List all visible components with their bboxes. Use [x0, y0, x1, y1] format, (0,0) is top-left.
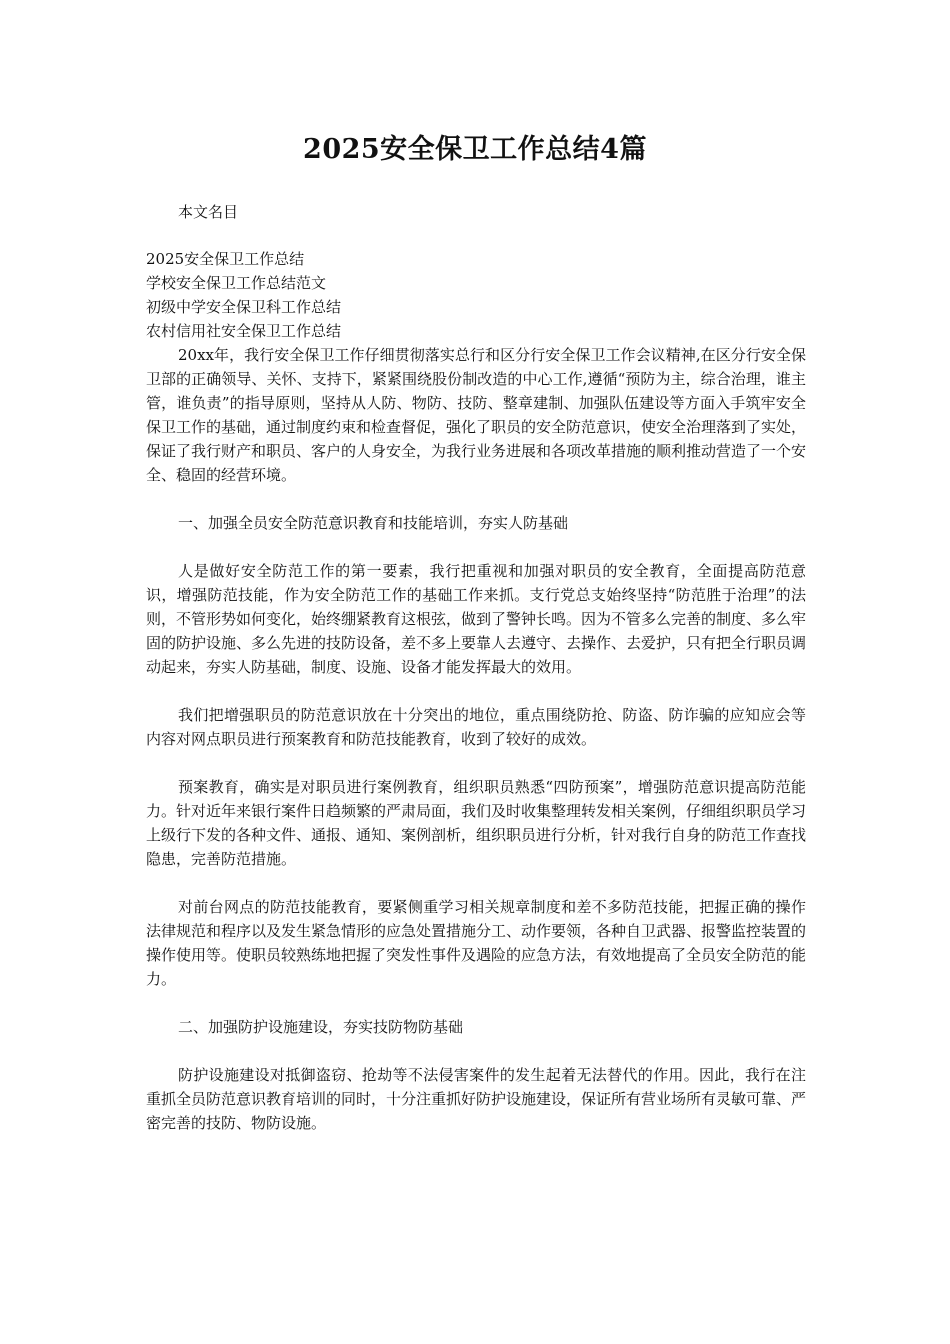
- spacer: [146, 487, 806, 511]
- spacer: [146, 679, 806, 703]
- toc-item: 学校安全保卫工作总结范文: [146, 274, 327, 292]
- toc-item: 2025安全保卫工作总结: [146, 250, 305, 268]
- body-paragraph: 预案教育，确实是对职员进行案例教育，组织职员熟悉“四防预案”，增强防范意识提高防范能力。针对近年来银行案件日趋频繁的严肃局面，我们及时收集整理转发相关案例，仔细组织职员学习上级行下发的各种文件、通报、通知、案例剖析，组织职员进行分析，针对我行自身的防范工作查找隐患，完善防范措施。: [146, 778, 807, 868]
- spacer: [146, 1039, 806, 1063]
- body-paragraph: 人是做好安全防范工作的第一要素，我行把重视和加强对职员的安全教育，全面提高防范意识，增强防范技能，作为安全防范工作的基础工作来抓。支行党总支始终坚持“防范胜于治理”的法则，不管形势如何变化，始终绷紧教育这根弦，做到了警钟长鸣。因为不管多么完善的制度、多么牢固的防护设施、多么先进的技防设备，差不多上要靠人去遵守、去操作、去爱护，只有把全行职员调动起来，夯实人防基础，制度、设施、设备才能发挥最大的效用。: [146, 562, 807, 676]
- toc-item: 初级中学安全保卫科工作总结: [146, 298, 342, 316]
- spacer: [146, 535, 806, 559]
- body-paragraph: 我们把增强职员的防范意识放在十分突出的地位，重点围绕防抢、防盗、防诈骗的应知应会等内容对网点职员进行预案教育和防范技能教育，收到了较好的成效。: [146, 706, 806, 748]
- spacer: [146, 871, 806, 895]
- spacer: [146, 224, 806, 247]
- toc-heading: 本文名目: [178, 203, 239, 221]
- spacer: [146, 991, 806, 1015]
- section-heading: 一、加强全员安全防范意识教育和技能培训，夯实人防基础: [178, 514, 569, 532]
- body-paragraph: 对前台网点的防范技能教育，要紧侧重学习相关规章制度和差不多防范技能，把握正确的操作法律规范和程序以及发生紧急情形的应急处置措施分工、动作要领，各种自卫武器、报警监控装置的操作使用等。使职员较熟练地把握了突发性事件及遇险的应急方法，有效地提高了全员安全防范的能力。: [146, 898, 807, 988]
- body-paragraph: 防护设施建设对抵御盗窃、抢劫等不法侵害案件的发生起着无法替代的作用。因此，我行在注重抓全员防范意识教育培训的同时，十分注重抓好防护设施建设，保证所有营业场所有灵敏可靠、严密完善的技防、物防设施。: [146, 1066, 807, 1132]
- section-heading: 二、加强防护设施建设，夯实技防物防基础: [178, 1018, 464, 1036]
- document-title: 2025安全保卫工作总结4篇: [303, 134, 647, 165]
- spacer: [146, 751, 806, 775]
- body-paragraph: 20xx年，我行安全保卫工作仔细贯彻落实总行和区分行安全保卫工作会议精神,在区分行安全保卫部的正确领导、关怀、支持下，紧紧围绕股份制改造的中心工作,遵循“预防为主，综合治理，谁主管，谁负责”的指导原则，坚持从人防、物防、技防、整章建制、加强队伍建设等方面入手筑牢安全保卫工作的基础，通过制度约束和检查督促，强化了职员的安全防范意识，使安全治理落到了实处，保证了我行财产和职员、客户的人身安全，为我行业务进展和各项改革措施的顺利推动营造了一个安全、稳固的经营环境。: [146, 346, 807, 484]
- toc-item: 农村信用社安全保卫工作总结: [146, 322, 342, 340]
- document-body: [146, 200, 806, 1135]
